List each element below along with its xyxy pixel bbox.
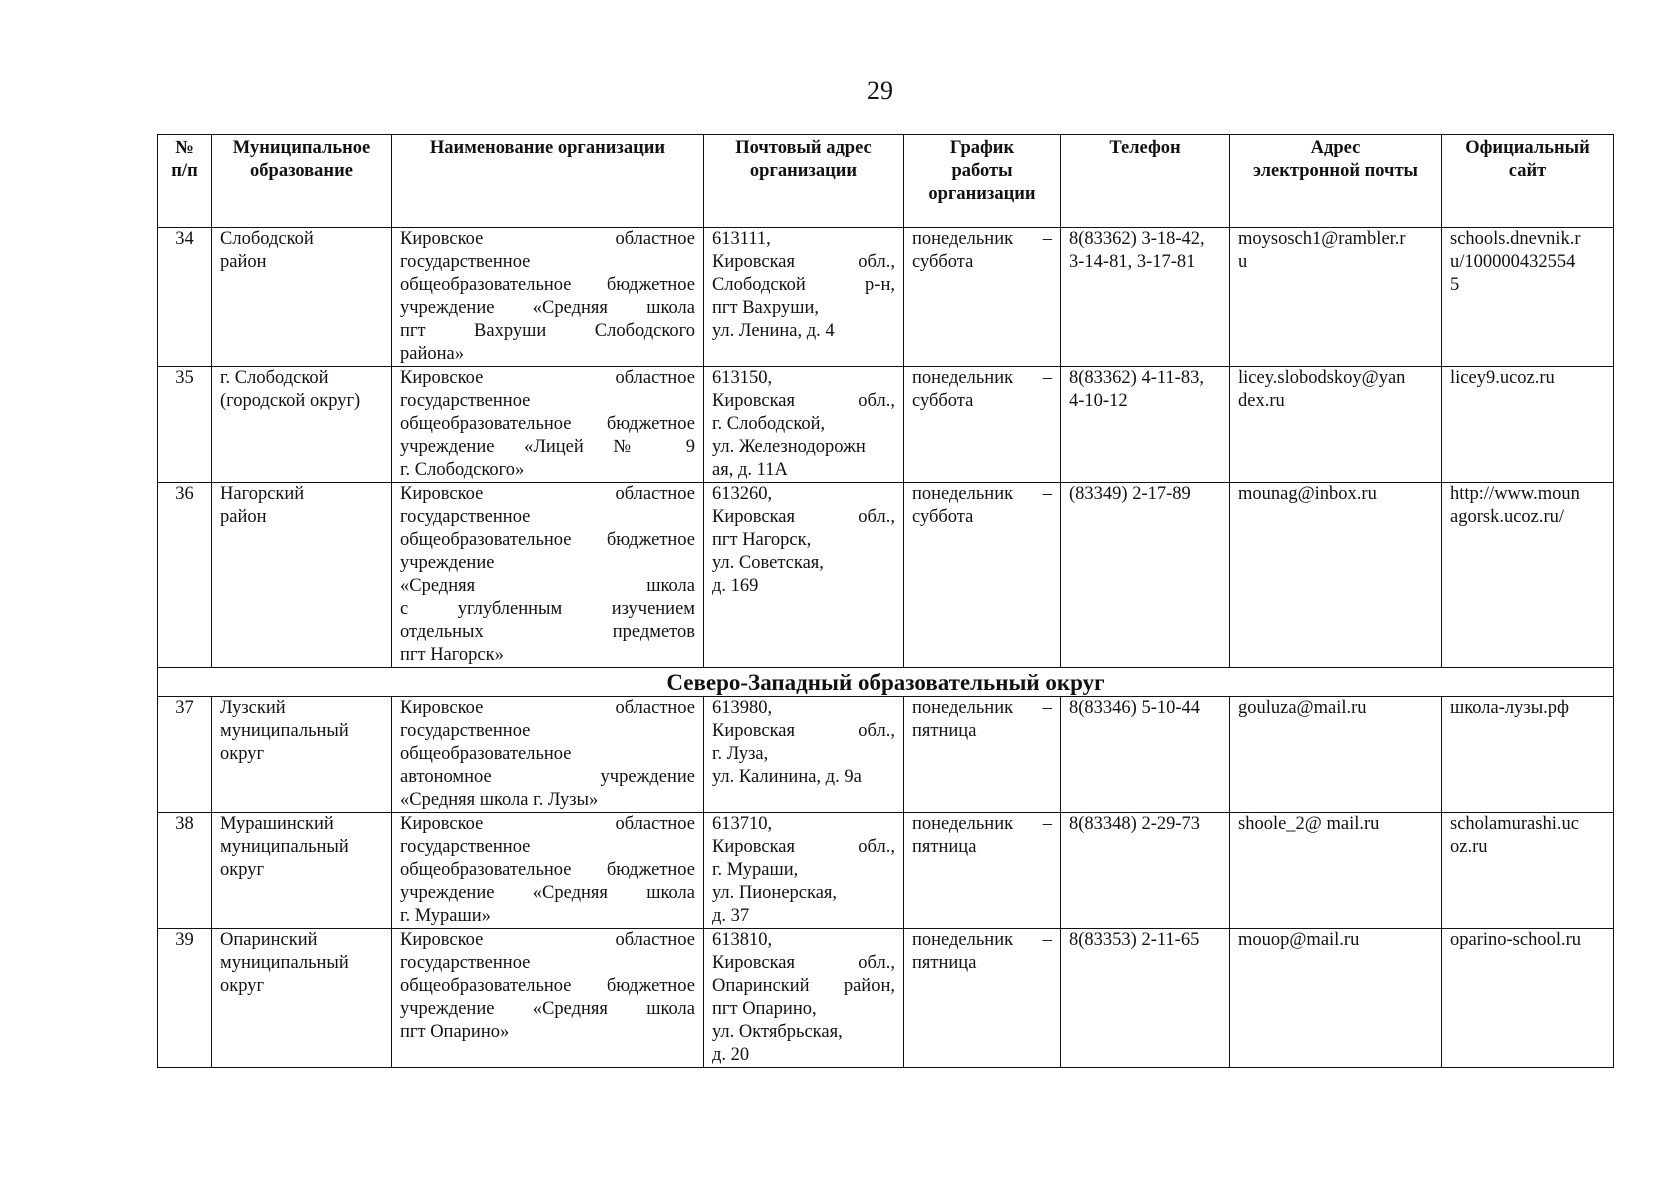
cell-line: Телефон xyxy=(1109,138,1181,158)
cell-line: округ xyxy=(220,860,265,880)
cell-line: Нагорский xyxy=(220,484,305,504)
cell-line: г. Мураши, xyxy=(712,860,799,880)
cell-line: agorsk.ucoz.ru/ xyxy=(1450,507,1565,527)
cell-line: государственное xyxy=(400,837,531,857)
cell-line: округ xyxy=(220,976,265,996)
cell-line: учреждение «Средняя школа xyxy=(400,883,695,903)
cell-line: 8(83353) 2-11-65 xyxy=(1069,930,1200,950)
header-schedule xyxy=(904,135,1061,228)
cell-line: пгт Опарино, xyxy=(712,999,817,1019)
cell-line: Кировская обл., xyxy=(712,391,895,411)
cell-line: понедельник – xyxy=(912,814,1052,834)
section-title: Северо-Западный образовательный округ xyxy=(158,668,1614,697)
cell-line: понедельник – xyxy=(912,229,1052,249)
cell-line: электронной почты xyxy=(1252,161,1418,181)
cell-line: Слободской р-н, xyxy=(712,275,895,295)
cell-line: г. Мураши» xyxy=(400,906,491,926)
header-organization xyxy=(392,135,704,228)
header-phone xyxy=(1061,135,1230,228)
cell-line: mouop@mail.ru xyxy=(1238,930,1360,950)
table-row xyxy=(158,697,1614,813)
cell-line: суббота xyxy=(912,391,974,411)
cell-line: отдельных предметов xyxy=(400,622,695,642)
cell-line: Кировское областное xyxy=(400,814,695,834)
cell-address xyxy=(704,483,904,668)
cell-schedule xyxy=(904,228,1061,367)
cell-line: пгт Вахруши, xyxy=(712,298,820,318)
table-row xyxy=(158,367,1614,483)
cell-line: Кировское областное xyxy=(400,698,695,718)
cell-num: 38 xyxy=(158,813,212,929)
cell-line: ул. Ленина, д. 4 xyxy=(712,321,835,341)
cell-line: Муниципальное xyxy=(232,138,371,158)
cell-address xyxy=(704,813,904,929)
cell-line: государственное xyxy=(400,391,531,411)
cell-num: 39 xyxy=(158,929,212,1068)
cell-municipality xyxy=(212,929,392,1068)
cell-line: учреждение «Средняя школа xyxy=(400,999,695,1019)
cell-line: ул. Железнодорожн xyxy=(712,437,866,457)
page-number: 29 xyxy=(867,76,893,105)
cell-line: г. Слободского» xyxy=(400,460,525,480)
cell-line: муниципальный xyxy=(220,721,349,741)
cell-organization xyxy=(392,228,704,367)
cell-line: суббота xyxy=(912,252,974,272)
cell-line: Опаринский xyxy=(220,930,318,950)
cell-line: работы xyxy=(951,161,1013,181)
cell-schedule xyxy=(904,813,1061,929)
cell-line: учреждение «Лицей № 9 xyxy=(400,437,695,457)
cell-line: понедельник – xyxy=(912,930,1052,950)
cell-line: Официальный xyxy=(1465,138,1590,158)
cell-line: общеобразовательное бюджетное xyxy=(400,976,695,996)
cell-line: п/п xyxy=(171,161,198,181)
cell-num: 34 xyxy=(158,228,212,367)
cell-line: Адрес xyxy=(1310,138,1361,158)
cell-line: округ xyxy=(220,744,265,764)
cell-line: Кировская обл., xyxy=(712,953,895,973)
cell-line: Кировское областное xyxy=(400,930,695,950)
cell-line: г. Слободской xyxy=(220,368,329,388)
cell-line: ул. Калинина, д. 9а xyxy=(712,767,862,787)
cell-line: «Средняя школа xyxy=(400,576,695,596)
cell-line: пгт Опарино» xyxy=(400,1022,510,1042)
cell-line: 613150, xyxy=(712,368,773,388)
cell-phone xyxy=(1061,483,1230,668)
cell-line: школа-лузы.рф xyxy=(1450,698,1569,718)
cell-line: Наименование организации xyxy=(429,138,666,158)
cell-line: (городской округ) xyxy=(220,391,361,411)
cell-line: муниципальный xyxy=(220,837,349,857)
cell-municipality xyxy=(212,813,392,929)
cell-num: 36 xyxy=(158,483,212,668)
cell-email xyxy=(1230,367,1442,483)
header-address xyxy=(704,135,904,228)
header-num xyxy=(158,135,212,228)
cell-line: «Средняя школа г. Лузы» xyxy=(400,790,599,810)
cell-line: г. Луза, xyxy=(712,744,769,764)
table-row xyxy=(158,483,1614,668)
cell-line: shoole_2@ mail.ru xyxy=(1238,814,1380,834)
cell-schedule xyxy=(904,697,1061,813)
cell-line: пгт Нагорск, xyxy=(712,530,812,550)
cell-organization xyxy=(392,367,704,483)
cell-line: licey.slobodskoy@yan xyxy=(1238,368,1406,388)
cell-line: Слободской xyxy=(220,229,314,249)
cell-line: государственное xyxy=(400,507,531,527)
cell-line: пгт Нагорск» xyxy=(400,645,504,665)
cell-line: образование xyxy=(250,161,353,181)
cell-line: Кировская обл., xyxy=(712,837,895,857)
cell-line: u/100000432554 xyxy=(1450,252,1576,272)
cell-address xyxy=(704,367,904,483)
cell-line: ул. Октябрьская, xyxy=(712,1022,843,1042)
cell-line: д. 169 xyxy=(712,576,759,596)
header-email xyxy=(1230,135,1442,228)
cell-line: ая, д. 11А xyxy=(712,460,788,480)
cell-phone xyxy=(1061,697,1230,813)
cell-organization xyxy=(392,697,704,813)
rows-after-section xyxy=(158,697,1614,1068)
cell-line: 613980, xyxy=(712,698,773,718)
cell-line: государственное xyxy=(400,953,531,973)
cell-line: moysosch1@rambler.r xyxy=(1238,229,1406,249)
cell-site xyxy=(1442,929,1614,1068)
cell-organization xyxy=(392,813,704,929)
header-row xyxy=(158,135,1614,228)
cell-schedule xyxy=(904,929,1061,1068)
cell-line: государственное xyxy=(400,252,531,272)
cell-phone xyxy=(1061,228,1230,367)
cell-line: понедельник – xyxy=(912,698,1052,718)
cell-line: района» xyxy=(400,344,464,364)
cell-line: государственное xyxy=(400,721,531,741)
cell-num: 35 xyxy=(158,367,212,483)
cell-line: ул. Советская, xyxy=(712,553,824,573)
cell-line: 4-10-12 xyxy=(1069,391,1128,411)
cell-line: 613810, xyxy=(712,930,773,950)
rows-before-section xyxy=(158,228,1614,668)
cell-line: автономное учреждение xyxy=(400,767,695,787)
cell-line: 5 xyxy=(1450,275,1460,295)
cell-phone xyxy=(1061,929,1230,1068)
cell-line: Мурашинский xyxy=(220,814,334,834)
cell-line: 3-14-81, 3-17-81 xyxy=(1069,252,1196,272)
cell-line: 613260, xyxy=(712,484,773,504)
cell-line: Кировское областное xyxy=(400,229,695,249)
cell-line: район xyxy=(220,507,267,527)
cell-line: учреждение xyxy=(400,553,495,573)
cell-line: д. 37 xyxy=(712,906,750,926)
cell-line: 613111, xyxy=(712,229,771,249)
cell-line: u xyxy=(1238,252,1248,272)
cell-line: (83349) 2-17-89 xyxy=(1069,484,1191,504)
cell-site xyxy=(1442,697,1614,813)
cell-line: общеобразовательное бюджетное xyxy=(400,414,695,434)
table-row xyxy=(158,929,1614,1068)
cell-email xyxy=(1230,929,1442,1068)
cell-line: Почтовый адрес xyxy=(735,138,872,158)
organizations-table xyxy=(157,134,1614,1068)
cell-site xyxy=(1442,813,1614,929)
cell-line: учреждение «Средняя школа xyxy=(400,298,695,318)
cell-site xyxy=(1442,228,1614,367)
table-row xyxy=(158,813,1614,929)
cell-line: scholamurashi.uc xyxy=(1450,814,1579,834)
cell-line: График xyxy=(949,138,1015,158)
cell-email xyxy=(1230,483,1442,668)
cell-line: понедельник – xyxy=(912,368,1052,388)
cell-line: общеобразовательное xyxy=(400,744,572,764)
header-municipality xyxy=(212,135,392,228)
cell-line: Кировская обл., xyxy=(712,507,895,527)
cell-line: пгт Вахруши Слободского xyxy=(400,321,695,341)
cell-site xyxy=(1442,483,1614,668)
cell-line: http://www.moun xyxy=(1450,484,1580,504)
cell-line: Кировская обл., xyxy=(712,721,895,741)
cell-line: 8(83362) 3-18-42, xyxy=(1069,229,1205,249)
cell-line: понедельник – xyxy=(912,484,1052,504)
cell-address xyxy=(704,929,904,1068)
cell-line: Лузский xyxy=(220,698,286,718)
cell-line: общеобразовательное бюджетное xyxy=(400,530,695,550)
cell-line: № xyxy=(175,138,194,158)
cell-line: ул. Пионерская, xyxy=(712,883,838,903)
cell-phone xyxy=(1061,367,1230,483)
cell-line: муниципальный xyxy=(220,953,349,973)
cell-line: Кировское областное xyxy=(400,368,695,388)
cell-line: dex.ru xyxy=(1238,391,1285,411)
header-site xyxy=(1442,135,1614,228)
cell-line: сайт xyxy=(1508,161,1547,181)
cell-line: общеобразовательное бюджетное xyxy=(400,275,695,295)
cell-line: г. Слободской, xyxy=(712,414,826,434)
cell-municipality xyxy=(212,228,392,367)
cell-address xyxy=(704,697,904,813)
cell-line: Кировское областное xyxy=(400,484,695,504)
cell-line: 8(83346) 5-10-44 xyxy=(1069,698,1201,718)
cell-line: организации xyxy=(928,184,1036,204)
cell-phone xyxy=(1061,813,1230,929)
cell-municipality xyxy=(212,697,392,813)
cell-line: oparino-school.ru xyxy=(1450,930,1582,950)
cell-line: организации xyxy=(749,161,858,181)
cell-email xyxy=(1230,813,1442,929)
cell-line: район xyxy=(220,252,267,272)
cell-line: пятница xyxy=(912,953,977,973)
cell-line: licey9.ucoz.ru xyxy=(1450,368,1555,388)
cell-line: 613710, xyxy=(712,814,773,834)
cell-line: mounag@inbox.ru xyxy=(1238,484,1377,504)
cell-line: общеобразовательное бюджетное xyxy=(400,860,695,880)
cell-line: gouluza@mail.ru xyxy=(1238,698,1367,718)
cell-line: суббота xyxy=(912,507,974,527)
cell-line: пятница xyxy=(912,721,977,741)
cell-organization xyxy=(392,483,704,668)
cell-email xyxy=(1230,697,1442,813)
cell-site xyxy=(1442,367,1614,483)
cell-line: schools.dnevnik.r xyxy=(1450,229,1581,249)
cell-email xyxy=(1230,228,1442,367)
cell-line: д. 20 xyxy=(712,1045,750,1065)
cell-line: Опаринский район, xyxy=(712,976,895,996)
cell-address xyxy=(704,228,904,367)
cell-municipality xyxy=(212,367,392,483)
cell-line: Кировская обл., xyxy=(712,252,895,272)
cell-organization xyxy=(392,929,704,1068)
cell-line: 8(83362) 4-11-83, xyxy=(1069,368,1204,388)
table-row xyxy=(158,228,1614,367)
cell-municipality xyxy=(212,483,392,668)
cell-line: с углубленным изучением xyxy=(400,599,695,619)
section-row xyxy=(158,668,1614,697)
cell-line: 8(83348) 2-29-73 xyxy=(1069,814,1201,834)
cell-line: oz.ru xyxy=(1450,837,1488,857)
cell-schedule xyxy=(904,367,1061,483)
cell-schedule xyxy=(904,483,1061,668)
cell-line: пятница xyxy=(912,837,977,857)
cell-num: 37 xyxy=(158,697,212,813)
